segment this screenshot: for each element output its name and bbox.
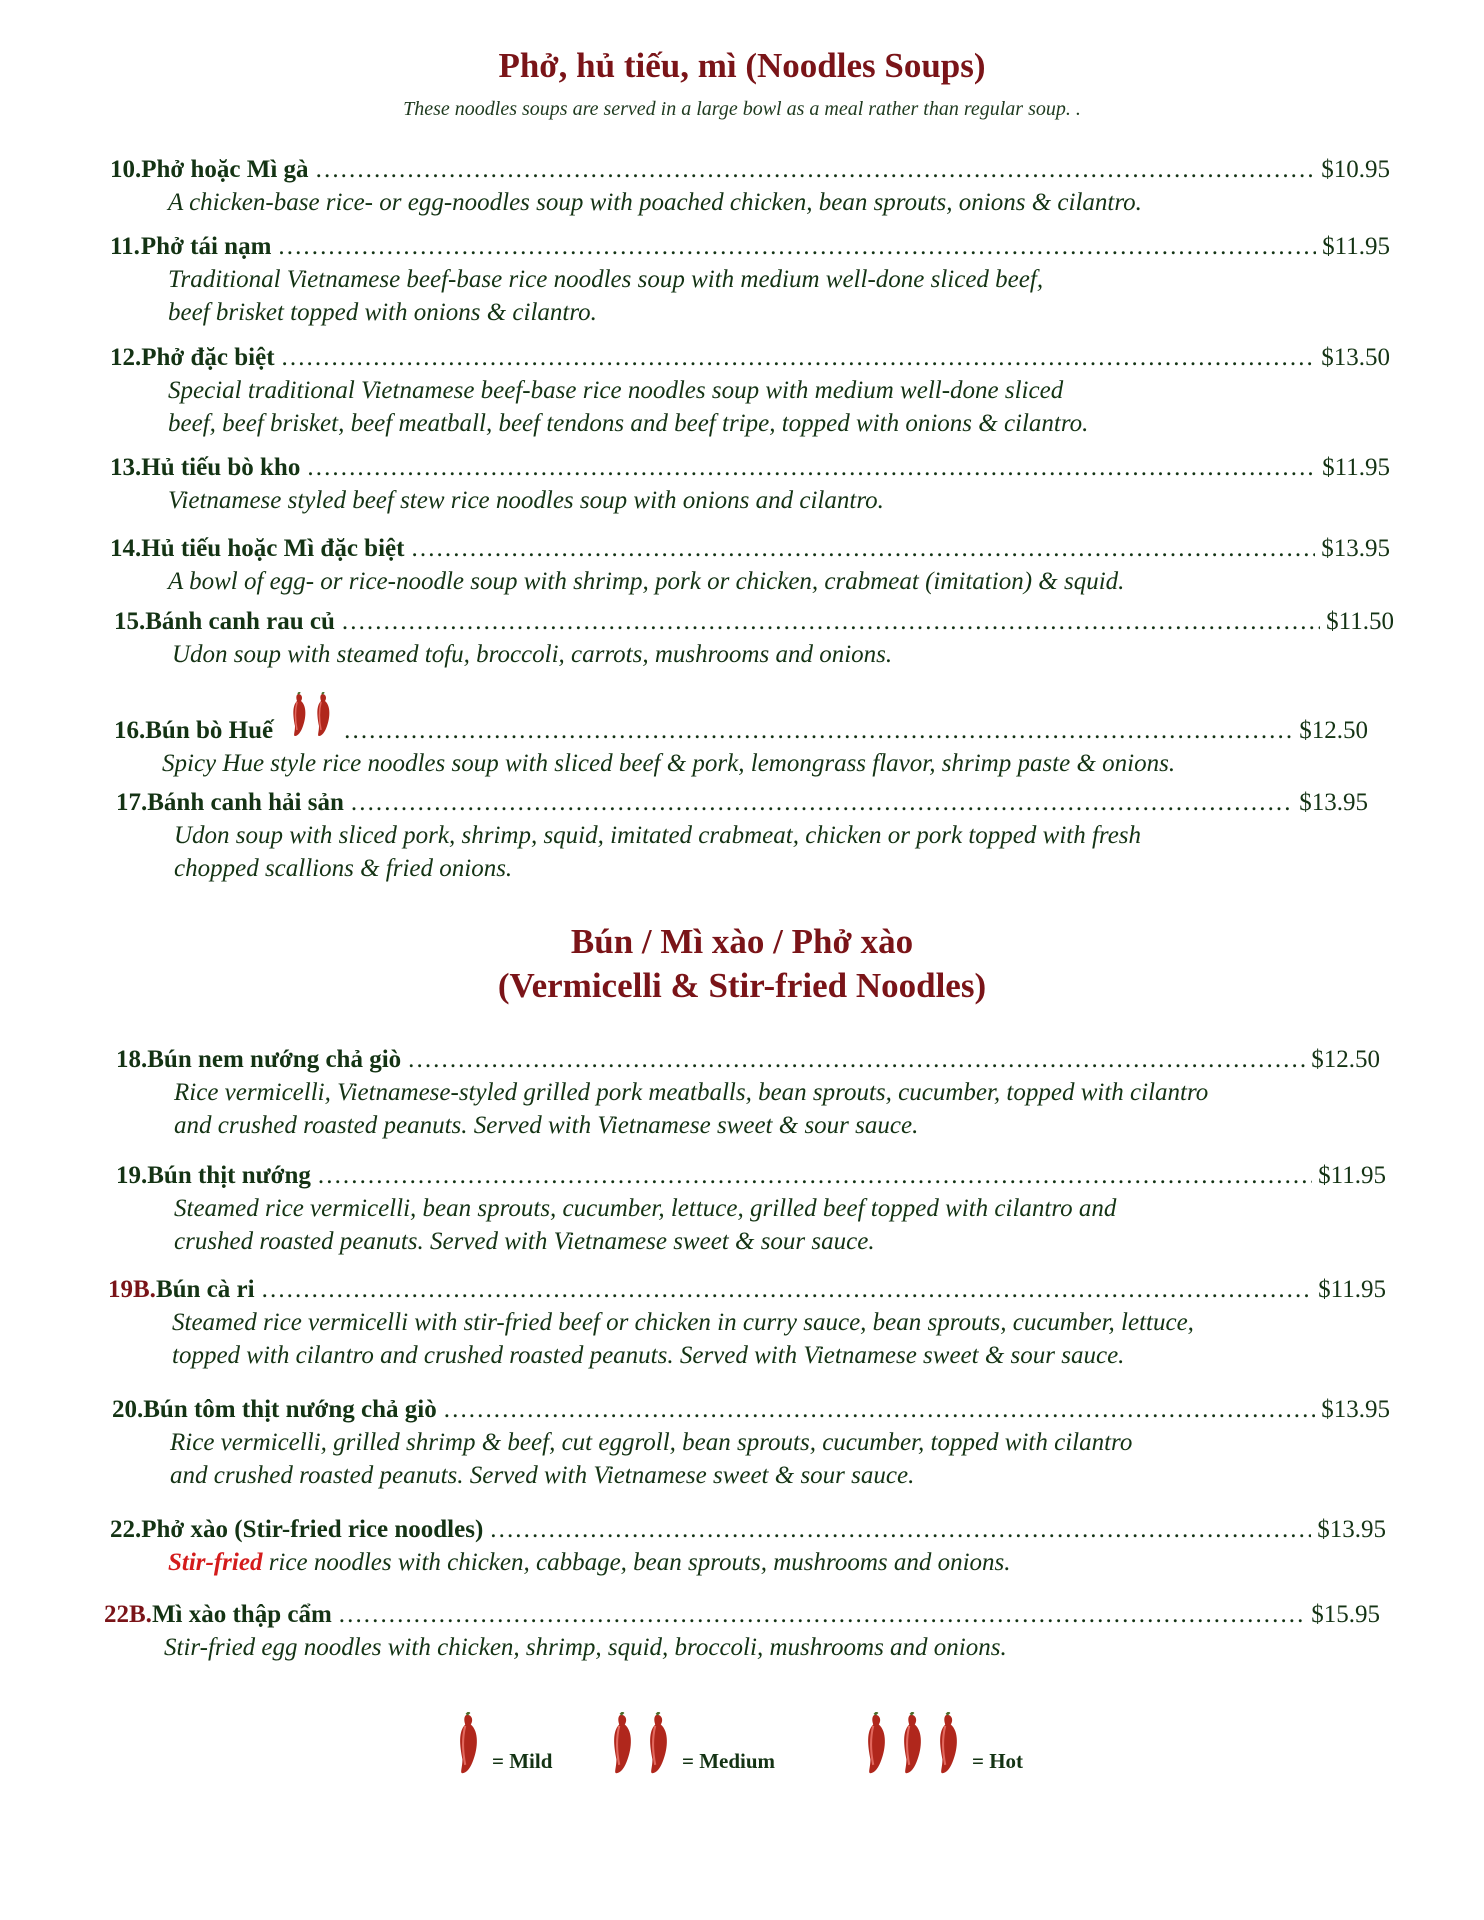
section-subtitle: These noodles soups are served in a large bowl as a meal rather than regular soup. . bbox=[403, 98, 1081, 120]
item-number: 16. bbox=[114, 717, 146, 744]
dot-leader bbox=[317, 1160, 1312, 1192]
menu-item bbox=[116, 1044, 1380, 1142]
item-price: $10.95 bbox=[1321, 156, 1390, 183]
menu-item bbox=[110, 452, 1390, 517]
section-title-vermicelli: Bún / Mì xào / Phở xào bbox=[570, 922, 914, 961]
item-name: Bún nem nướng chả giò bbox=[147, 1046, 402, 1073]
item-name: Bún bò Huế bbox=[145, 717, 274, 744]
item-price: $12.50 bbox=[1299, 717, 1368, 744]
item-number: 22. bbox=[110, 1516, 142, 1543]
dot-leader bbox=[281, 342, 1316, 374]
spice-legend bbox=[0, 1712, 1484, 1782]
item-description: Stir-fried egg noodles with chicken, shrimp, squid, broccoli, mushrooms and onions. bbox=[164, 1634, 1007, 1661]
item-description: Traditional Vietnamese beef-base rice noodles soup with medium well-done sliced beef, bbox=[168, 266, 1044, 293]
menu-item bbox=[110, 154, 1390, 219]
item-description: Steamed rice vermicelli with stir-fried beef or chicken in curry sauce, bean sprouts, cucumber, lettuce, bbox=[172, 1309, 1194, 1336]
chili-pepper-icon bbox=[934, 1712, 962, 1776]
item-description: Steamed rice vermicelli, bean sprouts, cucumber, lettuce, grilled beef topped with cilantro and bbox=[174, 1195, 1117, 1222]
menu-item bbox=[110, 533, 1390, 598]
item-number: 18. bbox=[116, 1046, 148, 1073]
dot-leader bbox=[306, 452, 1316, 484]
dot-leader bbox=[277, 231, 1316, 263]
item-price: $11.50 bbox=[1326, 608, 1394, 635]
chili-pepper-icon bbox=[313, 692, 333, 738]
item-number: 20. bbox=[112, 1396, 144, 1423]
item-description: crushed roasted peanuts. Served with Vietnamese sweet & sour sauce. bbox=[174, 1228, 875, 1255]
item-number: 13. bbox=[110, 454, 142, 481]
chili-pepper-icon bbox=[454, 1712, 482, 1776]
item-price: $13.95 bbox=[1321, 535, 1390, 562]
menu-item bbox=[116, 1160, 1386, 1258]
item-price: $11.95 bbox=[1322, 233, 1390, 260]
item-name: Bún cà ri bbox=[155, 1276, 255, 1303]
dot-leader bbox=[443, 1394, 1316, 1426]
item-name: Hủ tiếu hoặc Mì đặc biệt bbox=[141, 535, 405, 562]
menu-item bbox=[114, 606, 1394, 671]
item-name: Bánh canh hải sản bbox=[147, 789, 344, 816]
legend-label: = Hot bbox=[972, 1749, 1024, 1773]
item-name: Mì xào thập cẩm bbox=[151, 1601, 332, 1628]
dot-leader bbox=[338, 1599, 1305, 1631]
item-number: 10. bbox=[110, 156, 142, 183]
item-price: $11.95 bbox=[1318, 1276, 1386, 1303]
item-number: 19. bbox=[116, 1162, 148, 1189]
dot-leader bbox=[489, 1514, 1311, 1546]
item-name: Phở đặc biệt bbox=[141, 344, 275, 371]
item-price: $11.95 bbox=[1318, 1162, 1386, 1189]
item-number: 22B. bbox=[104, 1601, 152, 1628]
item-description: and crushed roasted peanuts. Served with Vietnamese sweet & sour sauce. bbox=[170, 1462, 915, 1489]
item-number: 17. bbox=[116, 789, 148, 816]
item-description: topped with cilantro and crushed roasted peanuts. Served with Vietnamese sweet & sour sauce. bbox=[172, 1342, 1125, 1369]
stir-fried-highlight: Stir-fried bbox=[168, 1549, 263, 1576]
section-title-noodle-soups: Phở, hủ tiếu, mì (Noodles Soups) bbox=[498, 46, 986, 85]
menu-item bbox=[114, 692, 1368, 780]
menu-item bbox=[116, 787, 1368, 885]
item-description: beef, beef brisket, beef meatball, beef tendons and beef tripe, topped with onions & cilantro. bbox=[168, 410, 1089, 437]
item-number: 15. bbox=[114, 608, 146, 635]
item-price: $11.95 bbox=[1322, 454, 1390, 481]
legend-label: = Mild bbox=[492, 1749, 553, 1773]
item-description: Udon soup with sliced pork, shrimp, squid, imitated crabmeat, chicken or pork topped with fresh bbox=[174, 822, 1142, 849]
chili-pepper-icon bbox=[289, 692, 309, 738]
chili-pepper-icon bbox=[608, 1712, 636, 1776]
spicy-level bbox=[289, 692, 337, 738]
item-description: Rice vermicelli, Vietnamese-styled grilled pork meatballs, bean sprouts, cucumber, topped with cilantro bbox=[174, 1079, 1209, 1106]
item-description: Vietnamese styled beef stew rice noodles soup with onions and cilantro. bbox=[168, 487, 884, 514]
item-description: A chicken-base rice- or egg-noodles soup with poached chicken, bean sprouts, onions & cilantro. bbox=[168, 189, 1142, 216]
item-number: 12. bbox=[110, 344, 142, 371]
item-number: 14. bbox=[110, 535, 142, 562]
item-description-rest: rice noodles with chicken, cabbage, bean sprouts, mushrooms and onions. bbox=[262, 1549, 1011, 1576]
menu-item bbox=[112, 1394, 1390, 1492]
item-description: A bowl of egg- or rice-noodle soup with shrimp, pork or chicken, crabmeat (imitation) & squid. bbox=[168, 568, 1125, 595]
item-price: $13.95 bbox=[1321, 1396, 1390, 1423]
item-description: Spicy Hue style rice noodles soup with sliced beef & pork, lemongrass flavor, shrimp paste & onions. bbox=[162, 750, 1176, 777]
item-name: Hủ tiếu bò kho bbox=[141, 454, 301, 481]
menu-item bbox=[110, 231, 1390, 329]
item-name: Phở xào (Stir-fried rice noodles) bbox=[141, 1516, 484, 1543]
menu-item bbox=[108, 1274, 1386, 1372]
item-price: $13.95 bbox=[1317, 1516, 1386, 1543]
item-description: Rice vermicelli, grilled shrimp & beef, cut eggroll, bean sprouts, cucumber, topped with cilantro bbox=[170, 1429, 1133, 1456]
item-name: Phở hoặc Mì gà bbox=[141, 156, 309, 183]
item-price: $13.50 bbox=[1321, 344, 1390, 371]
menu-item bbox=[104, 1599, 1380, 1664]
legend-label: = Medium bbox=[682, 1749, 776, 1773]
dot-leader bbox=[341, 606, 1320, 638]
legend-mild bbox=[454, 1712, 552, 1776]
chili-pepper-icon bbox=[898, 1712, 926, 1776]
item-description: beef brisket topped with onions & cilantro. bbox=[168, 299, 597, 326]
item-description: chopped scallions & fried onions. bbox=[174, 855, 513, 882]
dot-leader bbox=[407, 1044, 1305, 1076]
item-description: and crushed roasted peanuts. Served with Vietnamese sweet & sour sauce. bbox=[174, 1112, 919, 1139]
section-title-vermicelli-english: (Vermicelli & Stir-fried Noodles) bbox=[497, 966, 987, 1005]
menu-item bbox=[110, 342, 1390, 440]
menu-item bbox=[110, 1514, 1386, 1579]
item-number: 19B. bbox=[108, 1276, 156, 1303]
dot-leader bbox=[343, 715, 1293, 747]
dot-leader bbox=[410, 533, 1315, 565]
item-price: $12.50 bbox=[1311, 1046, 1380, 1073]
item-description bbox=[168, 1546, 1386, 1579]
item-name: Bánh canh rau củ bbox=[145, 608, 335, 635]
dot-leader bbox=[261, 1274, 1313, 1306]
dot-leader bbox=[315, 154, 1316, 186]
legend-medium bbox=[608, 1712, 775, 1776]
item-price: $15.95 bbox=[1311, 1601, 1380, 1628]
item-description: Udon soup with steamed tofu, broccoli, carrots, mushrooms and onions. bbox=[172, 641, 893, 668]
item-name: Bún thịt nướng bbox=[147, 1162, 311, 1189]
item-number: 11. bbox=[110, 233, 140, 260]
dot-leader bbox=[350, 787, 1293, 819]
item-description: Special traditional Vietnamese beef-base rice noodles soup with medium well-done sliced bbox=[168, 377, 1064, 404]
legend-hot bbox=[862, 1712, 1023, 1776]
item-name: Phở tái nạm bbox=[140, 233, 272, 260]
item-price: $13.95 bbox=[1299, 789, 1368, 816]
chili-pepper-icon bbox=[862, 1712, 890, 1776]
chili-pepper-icon bbox=[644, 1712, 672, 1776]
item-name: Bún tôm thịt nướng chả giò bbox=[143, 1396, 437, 1423]
